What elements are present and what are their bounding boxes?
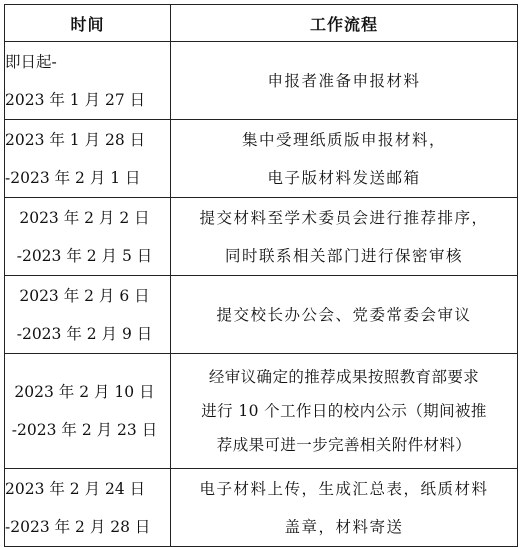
process-cell bbox=[171, 354, 518, 469]
time-line: 2023 年 2 月 6 日 bbox=[19, 286, 150, 305]
process-cell bbox=[171, 198, 518, 276]
time-cell bbox=[5, 276, 171, 354]
time-line: -2023 年 2 月 1 日 bbox=[5, 168, 141, 187]
time-line: 即日起- bbox=[5, 52, 57, 71]
time-line: 2023 年 1 月 28 日 bbox=[5, 130, 146, 149]
process-line: 经审议确定的推荐成果按照教育部要求 bbox=[208, 368, 480, 386]
time-line: -2023 年 2 月 23 日 bbox=[11, 421, 158, 439]
time-line: 2023 年 2 月 24 日 bbox=[5, 479, 146, 498]
table-row bbox=[5, 354, 518, 469]
time-line: -2023 年 2 月 28 日 bbox=[5, 517, 151, 536]
process-line: 进行 10 个工作日的校内公示（期间被推 bbox=[201, 402, 487, 420]
process-line: 提交材料至学术委员会进行推荐排序， bbox=[199, 208, 489, 227]
time-cell bbox=[5, 469, 171, 547]
schedule-table bbox=[4, 4, 518, 547]
process-cell bbox=[171, 276, 518, 354]
table-row bbox=[5, 276, 518, 354]
table-header-row bbox=[5, 5, 518, 42]
time-line: -2023 年 2 月 9 日 bbox=[16, 324, 153, 343]
table-row bbox=[5, 42, 518, 120]
process-cell bbox=[171, 469, 518, 547]
process-line: 电子版材料发送邮箱 bbox=[267, 168, 421, 187]
time-cell bbox=[5, 354, 171, 469]
process-line: 集中受理纸质版申报材料， bbox=[241, 130, 446, 149]
time-cell bbox=[5, 42, 171, 120]
process-line: 提交校长办公会、党委常委会审议 bbox=[216, 305, 472, 324]
header-time: 时间 bbox=[5, 5, 171, 42]
schedule-table-container bbox=[4, 4, 518, 547]
process-line: 同时联系相关部门进行保密审核 bbox=[224, 246, 463, 265]
time-line: 2023 年 2 月 2 日 bbox=[19, 208, 150, 227]
process-line: 盖章，材料寄送 bbox=[284, 517, 404, 536]
process-cell bbox=[171, 42, 518, 120]
process-line: 电子材料上传，生成汇总表，纸质材料 bbox=[199, 479, 489, 498]
process-cell bbox=[171, 120, 518, 198]
process-line: 荐成果可进一步完善相关附件材料） bbox=[216, 436, 472, 454]
time-line: -2023 年 2 月 5 日 bbox=[16, 246, 153, 265]
table-row bbox=[5, 469, 518, 547]
process-line: 申报者准备申报材料 bbox=[267, 71, 421, 90]
time-cell bbox=[5, 120, 171, 198]
header-process: 工作流程 bbox=[171, 5, 518, 42]
time-line: 2023 年 1 月 27 日 bbox=[5, 90, 146, 109]
table-row bbox=[5, 120, 518, 198]
table-row bbox=[5, 198, 518, 276]
time-line: 2023 年 2 月 10 日 bbox=[14, 383, 155, 401]
time-cell bbox=[5, 198, 171, 276]
